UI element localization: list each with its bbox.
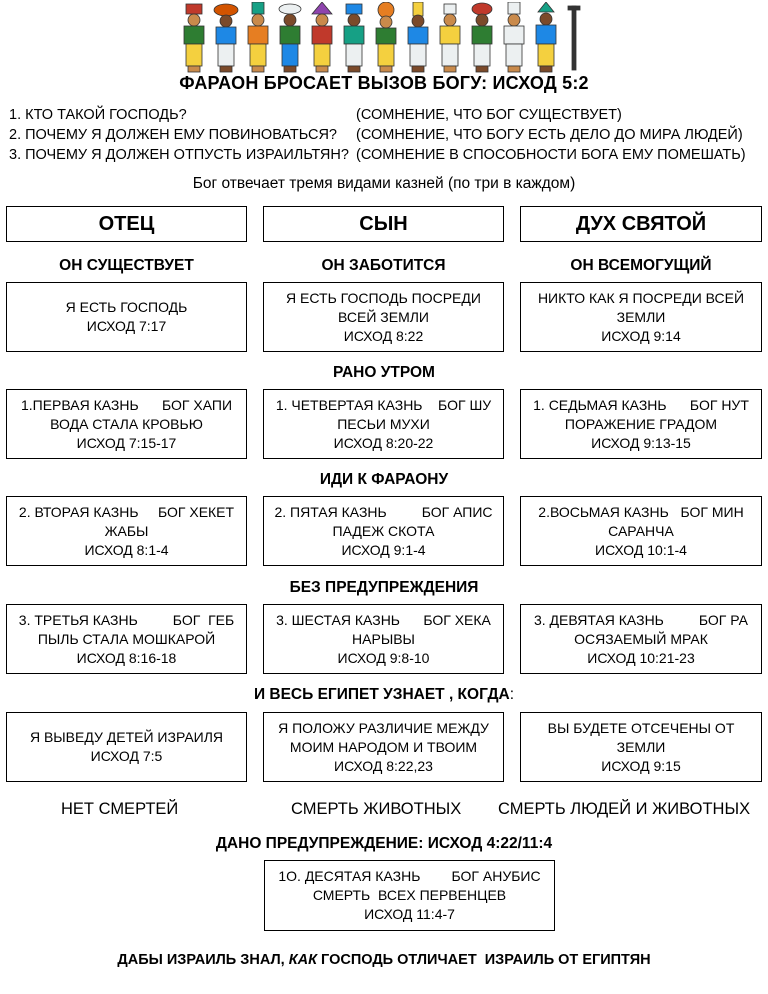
page-title: ФАРАОН БРОСАЕТ ВЫЗОВ БОГУ: ИСХОД 5:2 bbox=[179, 73, 589, 93]
plague-ref: ИСХОД 11:4-7 bbox=[364, 906, 455, 922]
plague-title: 2.ВОСЬМАЯ КАЗНЬ БОГ МИН bbox=[538, 503, 744, 520]
column-head-son: СЫН bbox=[263, 206, 504, 242]
plague-title: 2. ПЯТАЯ КАЗНЬ БОГ АПИС bbox=[274, 503, 493, 520]
egypt-line: ВЫ БУДЕТЕ ОТСЕЧЕНЫ ОТ bbox=[547, 719, 735, 736]
plague-ref: ИСХОД 10:1-4 bbox=[595, 541, 687, 558]
plague-desc: САРАНЧА bbox=[608, 522, 674, 539]
plague-box-8 bbox=[520, 496, 762, 566]
closing-part-2: ГОСПОДЬ ОТЛИЧАЕТ ИЗРАИЛЬ ОТ ЕГИПТЯН bbox=[317, 952, 651, 968]
plague-ref: ИСХОД 8:1-4 bbox=[84, 541, 169, 558]
statement-box-spirit bbox=[520, 282, 762, 352]
attribute-father: ОН СУЩЕСТВУЕТ bbox=[59, 257, 194, 274]
egypt-label-text: И ВЕСЬ ЕГИПЕТ УЗНАЕТ , КОГДА bbox=[253, 686, 510, 703]
attribute-son: ОН ЗАБОТИТСЯ bbox=[321, 257, 446, 274]
row-label-without-warning: БЕЗ ПРЕДУПРЕЖДЕНИЯ bbox=[289, 579, 479, 596]
plague-ref: ИСХОД 7:15-17 bbox=[76, 434, 177, 451]
plague-ref: ИСХОД 8:20-22 bbox=[333, 434, 434, 451]
intro-text: Бог отвечает тремя видами казней (по три в каждом) bbox=[192, 175, 576, 192]
plague-desc: ПОРАЖЕНИЕ ГРАДОМ bbox=[564, 415, 718, 432]
statement-line: ЗЕМЛИ bbox=[616, 308, 666, 325]
statement-line: НИКТО КАК Я ПОСРЕДИ ВСЕЙ bbox=[537, 289, 745, 306]
result-human-animal-deaths: СМЕРТЬ ЛЮДЕЙ И ЖИВОТНЫХ bbox=[498, 800, 751, 818]
question-1-note: (СОМНЕНИЕ, ЧТО БОГ СУЩЕСТВУЕТ) bbox=[356, 107, 622, 123]
statement-ref: ИСХОД 7:17 bbox=[86, 318, 167, 334]
closing-statement bbox=[0, 952, 768, 968]
plague-desc: СМЕРТЬ ВСЕХ ПЕРВЕНЦЕВ bbox=[312, 887, 507, 903]
plague-box-5 bbox=[263, 496, 504, 566]
plague-box-1 bbox=[6, 389, 247, 459]
plague-title: 3. ДЕВЯТАЯ КАЗНЬ БОГ РА bbox=[533, 611, 749, 628]
plague-title: 1О. ДЕСЯТАЯ КАЗНЬ БОГ АНУБИС bbox=[278, 868, 541, 884]
statement-box-son bbox=[263, 282, 504, 352]
egypt-box-1 bbox=[6, 712, 247, 782]
attribute-spirit: ОН ВСЕМОГУЩИЙ bbox=[570, 257, 712, 274]
plague-title: 3. ТРЕТЬЯ КАЗНЬ БОГ ГЕБ bbox=[18, 611, 235, 628]
row-label-early-morning: РАНО УТРОМ bbox=[333, 364, 435, 381]
plague-title: 3. ШЕСТАЯ КАЗНЬ БОГ ХЕКА bbox=[276, 611, 491, 628]
closing-part-1: ДАБЫ ИЗРАИЛЬ ЗНАЛ, bbox=[117, 952, 289, 968]
plague-box-9 bbox=[520, 604, 762, 674]
egypt-ref: ИСХОД 9:15 bbox=[601, 757, 681, 774]
question-1: 1. КТО ТАКОЙ ГОСПОДЬ? bbox=[9, 107, 187, 123]
statement-ref: ИСХОД 9:14 bbox=[601, 327, 681, 344]
egypt-will-know-label bbox=[0, 686, 768, 704]
closing-emphasis: КАК bbox=[288, 952, 318, 968]
plague-box-7 bbox=[520, 389, 762, 459]
plague-title: 2. ВТОРАЯ КАЗНЬ БОГ ХЕКЕТ bbox=[18, 503, 235, 520]
question-3-note: (СОМНЕНИЕ В СПОСОБНОСТИ БОГА ЕМУ ПОМЕШАТЬ) bbox=[356, 147, 746, 163]
question-3: 3. ПОЧЕМУ Я ДОЛЖЕН ОТПУСТЬ ИЗРАИЛЬТЯН? bbox=[9, 147, 349, 163]
result-no-deaths: НЕТ СМЕРТЕЙ bbox=[61, 800, 179, 818]
tenth-plague-box bbox=[264, 860, 555, 931]
egypt-label-colon: : bbox=[509, 686, 515, 703]
plague-desc: ЖАБЫ bbox=[104, 522, 149, 539]
plague-box-2 bbox=[6, 496, 247, 566]
plague-desc: ВОДА СТАЛА КРОВЬЮ bbox=[50, 415, 203, 432]
plague-box-4 bbox=[263, 389, 504, 459]
plague-desc: ПЫЛЬ СТАЛА МОШКАРОЙ bbox=[37, 630, 216, 647]
statement-box-father bbox=[6, 282, 247, 352]
row-label-go-to-pharaoh: ИДИ К ФАРАОНУ bbox=[319, 471, 449, 488]
egypt-box-2 bbox=[263, 712, 504, 782]
statement-ref: ИСХОД 8:22 bbox=[343, 327, 424, 344]
plague-box-3 bbox=[6, 604, 247, 674]
egypt-box-3 bbox=[520, 712, 762, 782]
question-2: 2. ПОЧЕМУ Я ДОЛЖЕН ЕМУ ПОВИНОВАТЬСЯ? bbox=[9, 127, 337, 143]
egypt-line: ЗЕМЛИ bbox=[616, 738, 666, 755]
plague-desc: ПАДЕЖ СКОТА bbox=[332, 522, 435, 539]
plague-title: 1.ПЕРВАЯ КАЗНЬ БОГ ХАПИ bbox=[20, 396, 233, 413]
egypt-ref: ИСХОД 8:22,23 bbox=[334, 757, 433, 774]
statement-line: Я ЕСТЬ ГОСПОДЬ ПОСРЕДИ bbox=[286, 289, 481, 306]
plague-title: 1. СЕДЬМАЯ КАЗНЬ БОГ НУТ bbox=[533, 396, 749, 413]
egypt-ref: ИСХОД 7:5 bbox=[90, 748, 163, 764]
egypt-line: Я ВЫВЕДУ ДЕТЕЙ ИЗРАИЛЯ bbox=[29, 729, 224, 745]
plague-title: 1. ЧЕТВЕРТАЯ КАЗНЬ БОГ ШУ bbox=[275, 396, 492, 413]
statement-line: ВСЕЙ ЗЕМЛИ bbox=[338, 308, 429, 325]
plague-box-6 bbox=[263, 604, 504, 674]
statement-line: Я ЕСТЬ ГОСПОДЬ bbox=[65, 299, 188, 315]
column-head-father: ОТЕЦ bbox=[6, 206, 247, 242]
egypt-line: Я ПОЛОЖУ РАЗЛИЧИЕ МЕЖДУ bbox=[278, 719, 489, 736]
result-animal-deaths: СМЕРТЬ ЖИВОТНЫХ bbox=[291, 800, 462, 818]
plague-ref: ИСХОД 10:21-23 bbox=[587, 649, 695, 666]
plague-desc: НАРЫВЫ bbox=[352, 630, 415, 647]
plague-ref: ИСХОД 8:16-18 bbox=[76, 649, 177, 666]
column-head-spirit: ДУХ СВЯТОЙ bbox=[520, 206, 762, 242]
question-2-note: (СОМНЕНИЕ, ЧТО БОГУ ЕСТЬ ДЕЛО ДО МИРА ЛЮДЕЙ) bbox=[356, 127, 743, 143]
plague-ref: ИСХОД 9:8-10 bbox=[337, 649, 430, 666]
plague-ref: ИСХОД 9:13-15 bbox=[591, 434, 691, 451]
plague-desc: ПЕСЬИ МУХИ bbox=[337, 415, 430, 432]
plague-ref: ИСХОД 9:1-4 bbox=[341, 541, 426, 558]
egyptian-gods-banner-icon bbox=[170, 2, 590, 74]
warning-line: ДАНО ПРЕДУПРЕЖДЕНИЕ: ИСХОД 4:22/11:4 bbox=[215, 835, 553, 852]
plague-desc: ОСЯЗАЕМЫЙ МРАК bbox=[574, 630, 708, 647]
egypt-line: МОИМ НАРОДОМ И ТВОИМ bbox=[289, 738, 478, 755]
